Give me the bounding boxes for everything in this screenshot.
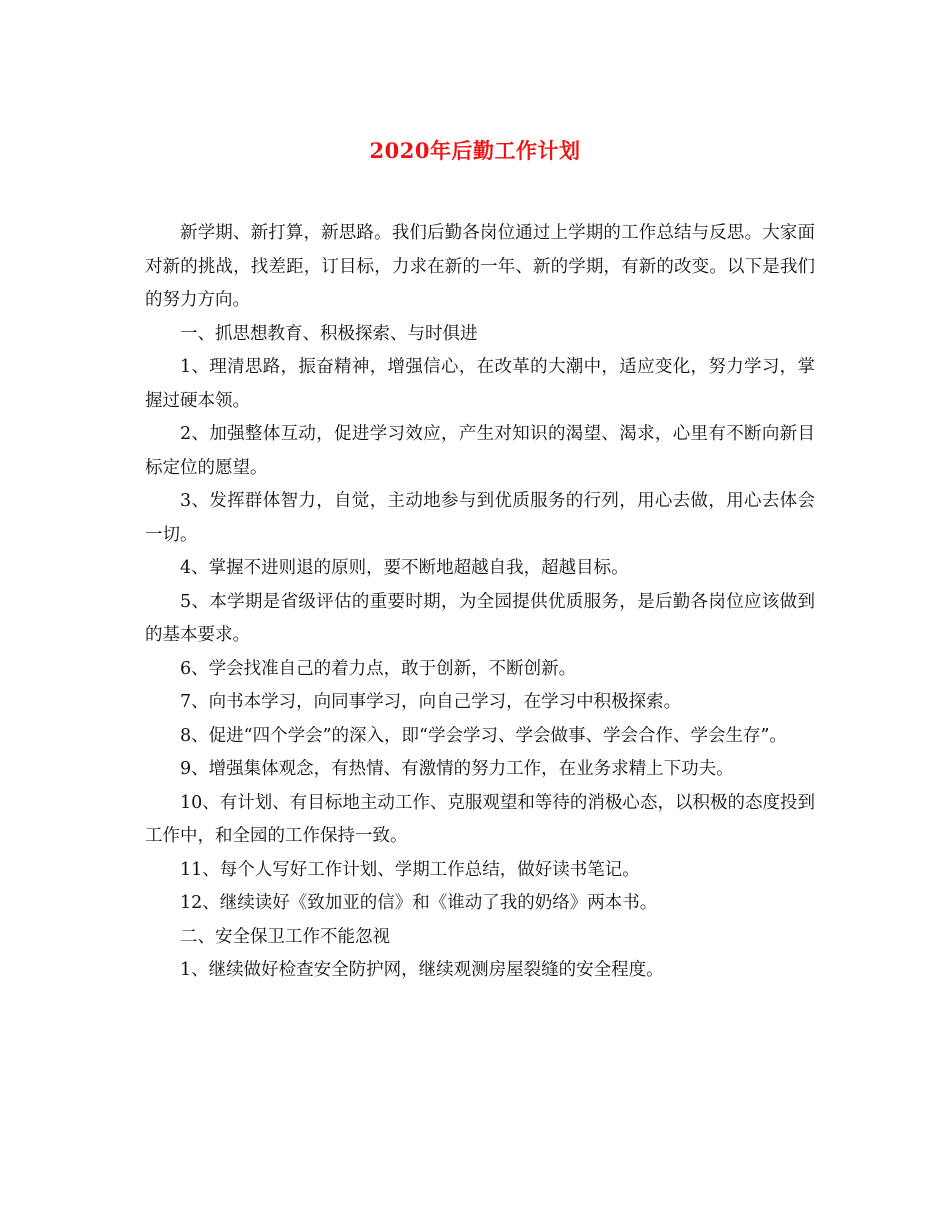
list-item: 1、理清思路，振奋精神，增强信心，在改革的大潮中，适应变化，努力学习，掌握过硬本领。: [145, 357, 815, 411]
list-item: 6、学会找准自己的着力点，敢于创新，不断创新。: [180, 658, 577, 679]
list-item: 2、加强整体互动，促进学习效应，产生对知识的渴望、渴求，心里有不断向新目标定位的愿望。: [145, 424, 815, 478]
list-item: 1、继续做好检查安全防护网，继续观测房屋裂缝的安全程度。: [180, 960, 664, 980]
list-item: 8、促进“四个学会”的深入，即“学会学习、学会做事、学会合作、学会生存”。: [180, 725, 787, 746]
document-body: [145, 217, 815, 988]
list-item: 10、有计划、有目标地主动工作、克服观望和等待的消极心态，以积极的态度投到工作中，和全园的工作保持一致。: [145, 792, 815, 846]
document-title: 2020年后勤工作计划: [369, 138, 581, 163]
list-item: 3、发挥群体智力，自觉，主动地参与到优质服务的行列，用心去做，用心去体会一切。: [145, 491, 815, 545]
section-heading-2: 二、安全保卫工作不能忽视: [180, 926, 390, 947]
list-item: 11、每个人写好工作计划、学期工作总结，做好读书笔记。: [180, 859, 640, 880]
list-item: 5、本学期是省级评估的重要时期，为全园提供优质服务，是后勤各岗位应该做到的基本要求。: [145, 591, 815, 645]
list-item: 7、向书本学习，向同事学习，向自己学习，在学习中积极探索。: [180, 692, 682, 712]
list-item: 4、掌握不进则退的原则，要不断地超越自我，超越目标。: [180, 558, 629, 578]
list-item: 9、增强集体观念，有热情、有激情的努力工作，在业务求精上下功夫。: [180, 759, 734, 779]
section-heading-1: 一、抓思想教育、积极探索、与时俱进: [180, 323, 478, 344]
paragraph-intro: 新学期、新打算，新思路。我们后勤各岗位通过上学期的工作总结与反思。大家面对新的挑战，找差距，订目标，力求在新的一年、新的学期，有新的改变。以下是我们的努力方向。: [145, 223, 815, 310]
list-item: 12、继续读好《致加亚的信》和《谁动了我的奶络》两本书。: [180, 893, 658, 913]
